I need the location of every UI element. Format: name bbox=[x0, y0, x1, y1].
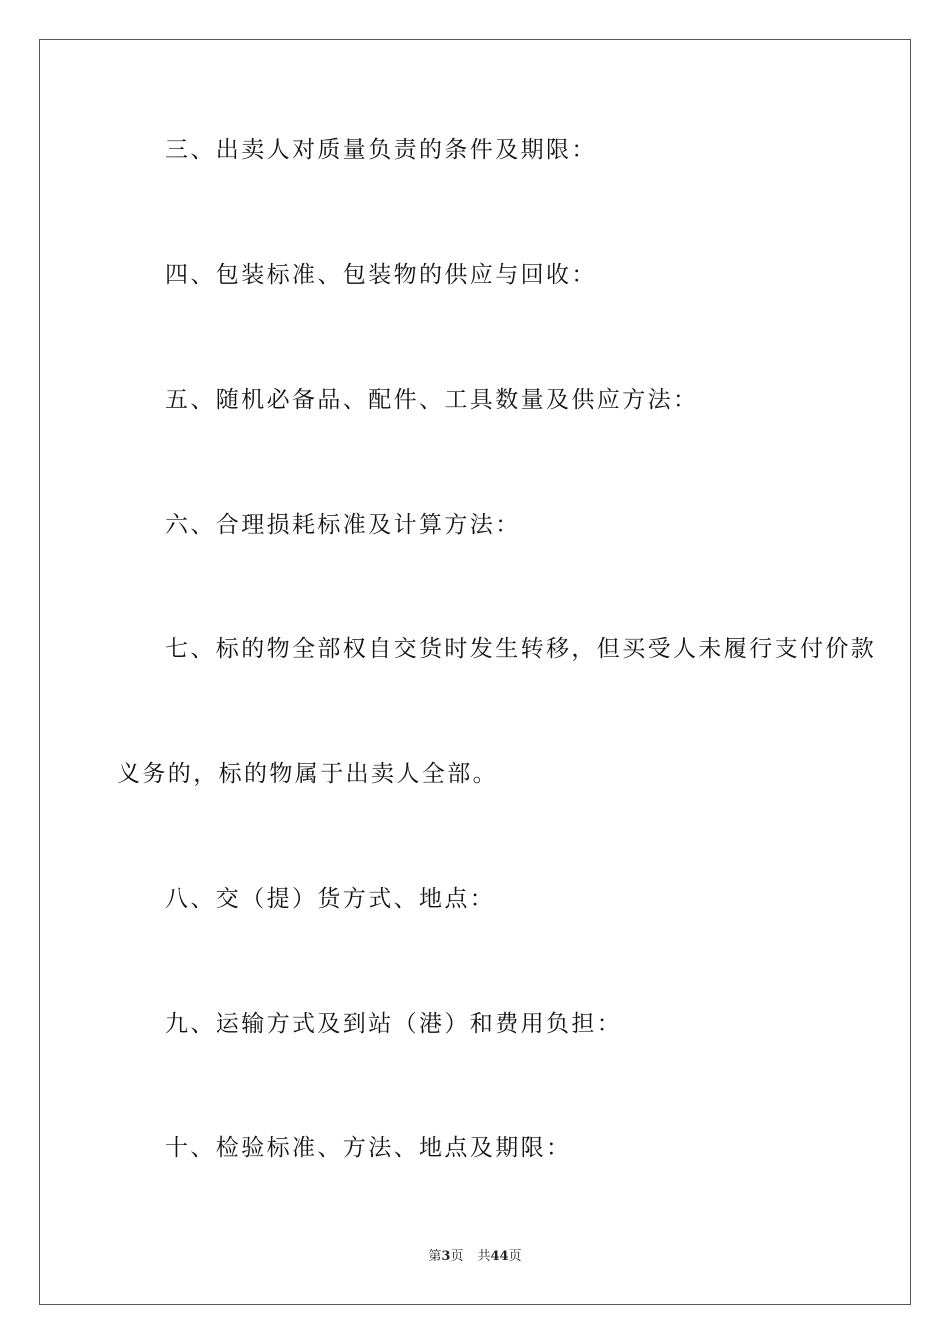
clause-4: 四、包装标准、包装物的供应与回收： bbox=[165, 262, 597, 288]
total-pages: 44 bbox=[490, 1249, 509, 1264]
clause-9: 九、运输方式及到站（港）和费用负担： bbox=[165, 1011, 623, 1037]
clause-8: 八、交（提）货方式、地点： bbox=[165, 886, 496, 912]
page-footer bbox=[0, 1248, 950, 1266]
clause-5: 五、随机必备品、配件、工具数量及供应方法： bbox=[165, 387, 699, 413]
page-border bbox=[39, 39, 911, 1305]
clause-7-line-1: 七、标的物全部权自交货时发生转移，但买受人未履行支付价款 bbox=[165, 636, 877, 662]
clause-10: 十、检验标准、方法、地点及期限： bbox=[165, 1135, 572, 1161]
clause-6: 六、合理损耗标准及计算方法： bbox=[165, 512, 521, 538]
page-suffix: 页 bbox=[450, 1249, 464, 1264]
total-prefix: 共 bbox=[477, 1249, 491, 1264]
page-number: 3 bbox=[441, 1249, 451, 1264]
clause-7-line-2: 义务的，标的物属于出卖人全部。 bbox=[117, 761, 498, 787]
total-suffix: 页 bbox=[508, 1249, 522, 1264]
page-prefix: 第 bbox=[428, 1249, 442, 1264]
clause-3: 三、出卖人对质量负责的条件及期限： bbox=[165, 137, 597, 163]
